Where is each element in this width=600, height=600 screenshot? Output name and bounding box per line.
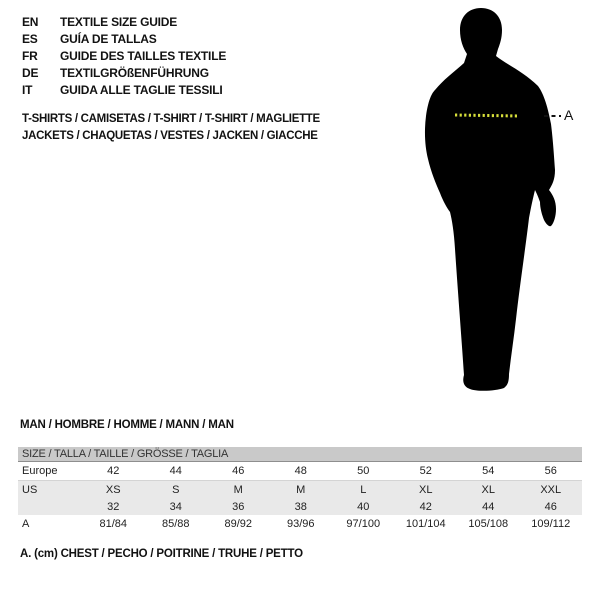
lang-label: GUIDA ALLE TAGLIE TESSILI [60, 83, 223, 97]
table-cell: 42 [107, 465, 120, 477]
table-cell: 93/96 [286, 518, 315, 530]
table-cell: XXL [540, 483, 562, 496]
table-cell: 34 [169, 500, 182, 513]
lang-row-fr [22, 48, 226, 65]
garment-line-tshirts: T-SHIRTS / CAMISETAS / T-SHIRT / T-SHIRT / MAGLIETTE [22, 113, 320, 125]
garment-line-jackets: JACKETS / CHAQUETAS / VESTES / JACKEN / GIACCHE [22, 130, 318, 142]
man-figure [398, 4, 580, 396]
table-cell: 38 [294, 500, 307, 513]
lang-label: TEXTILGRÖßENFÜHRUNG [60, 66, 209, 80]
row-label: Europe [22, 465, 58, 477]
lang-row-de [22, 65, 226, 82]
table-cell: XL [481, 483, 495, 496]
size-table-header: SIZE / TALLA / TAILLE / GRÖSSE / TAGLIA [18, 447, 582, 462]
language-header [22, 14, 226, 99]
table-row-us-letters [18, 481, 582, 498]
lang-label: GUÍA DE TALLAS [60, 32, 157, 46]
garment-type-header [22, 111, 320, 145]
table-cell: 56 [544, 465, 557, 477]
table-cell: M [296, 483, 306, 496]
table-cell: 54 [482, 465, 495, 477]
lang-label: TEXTILE SIZE GUIDE [60, 15, 178, 29]
size-table [18, 447, 582, 533]
table-cell: 44 [482, 500, 495, 513]
man-silhouette-shape [425, 8, 556, 391]
table-row-europe [18, 462, 582, 480]
table-cell: XS [105, 483, 121, 496]
lang-row-es [22, 31, 226, 48]
table-cell: S [172, 483, 180, 496]
lang-code: EN [22, 15, 39, 29]
table-cell: 44 [169, 465, 182, 477]
row-label: A [22, 518, 30, 530]
table-cell: 97/100 [346, 518, 381, 530]
table-row-us-numbers [18, 498, 582, 515]
lang-code: FR [22, 49, 38, 63]
lang-label: GUIDE DES TAILLES TEXTILE [60, 49, 227, 63]
table-cell: L [360, 483, 367, 496]
table-cell: 42 [419, 500, 432, 513]
lang-code: IT [22, 83, 33, 97]
table-row-a-measure [18, 515, 582, 533]
table-cell: M [233, 483, 243, 496]
table-cell: 81/84 [99, 518, 128, 530]
table-cell: 109/112 [531, 518, 571, 530]
man-silhouette [398, 4, 580, 396]
table-cell: 46 [544, 500, 557, 513]
lang-code: ES [22, 32, 38, 46]
table-cell: 89/92 [224, 518, 253, 530]
section-title-man: MAN / HOMBRE / HOMME / MANN / MAN [20, 419, 234, 431]
table-cell: 50 [357, 465, 370, 477]
table-cell: XL [419, 483, 433, 496]
lang-row-en [22, 14, 226, 31]
lang-code: DE [22, 66, 39, 80]
row-label: US [22, 483, 38, 496]
measurement-label-a: A [564, 107, 574, 123]
table-cell: 40 [357, 500, 370, 513]
measurement-legend: A. (cm) CHEST / PECHO / POITRINE / TRUHE / PETTO [20, 548, 303, 560]
table-cell: 36 [232, 500, 245, 513]
us-size-band [18, 480, 582, 515]
table-cell: 101/104 [405, 518, 446, 530]
table-cell: 85/88 [161, 518, 190, 530]
table-cell: 46 [232, 465, 245, 477]
table-cell: 48 [294, 465, 307, 477]
table-cell: 32 [107, 500, 120, 513]
table-cell: 105/108 [468, 518, 509, 530]
table-cell: 52 [419, 465, 432, 477]
lang-row-it [22, 82, 226, 99]
